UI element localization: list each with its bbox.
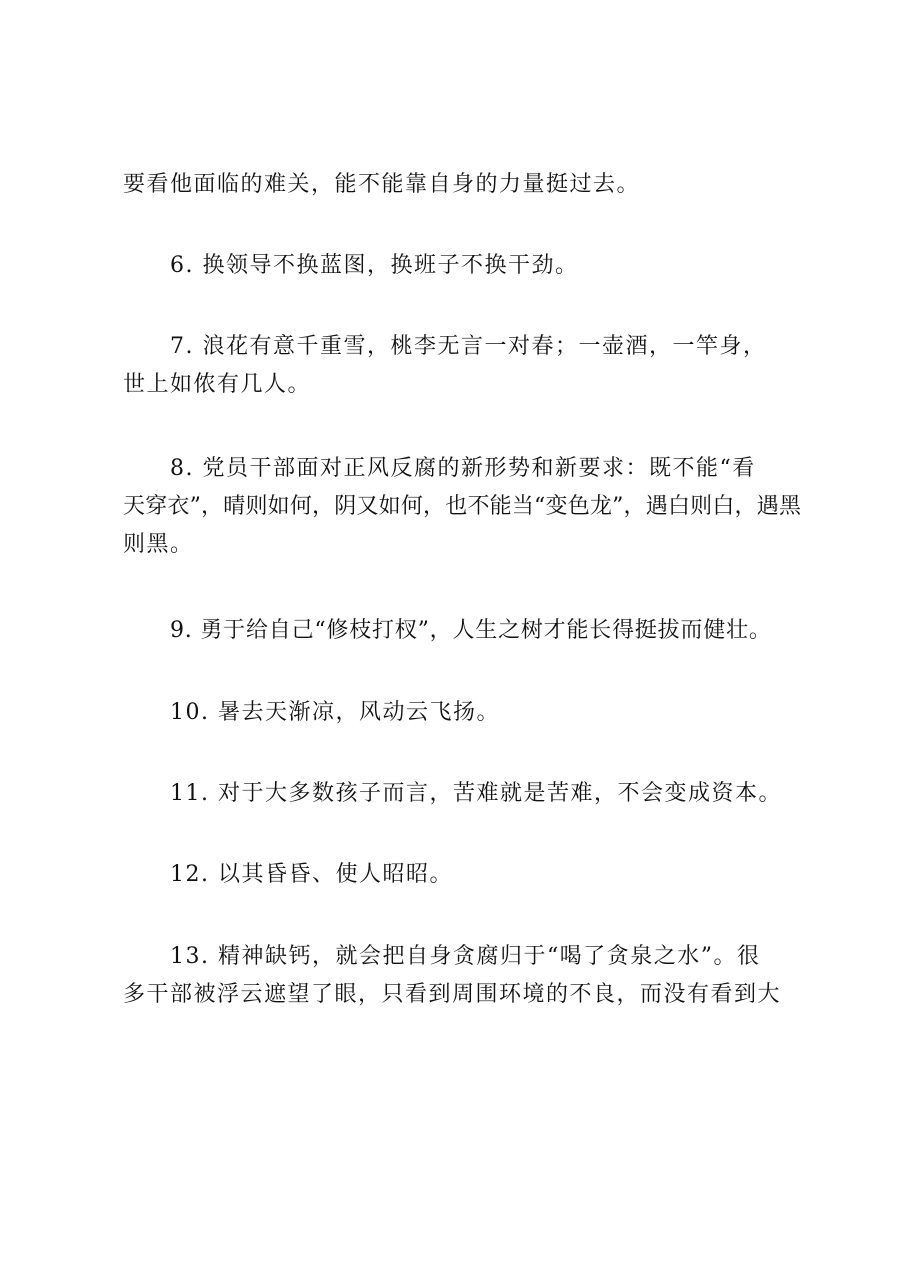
text-line: 10. 暑去天渐凉，风动云飞扬。 xyxy=(170,700,500,725)
paragraph-item-10 xyxy=(123,694,813,732)
text-line: 天穿衣”，晴则如何，阴又如何，也不能当“变色龙”，遇白则白，遇黑 xyxy=(123,494,802,519)
text-line: 12. 以其昏昏、使人昭昭。 xyxy=(170,862,453,887)
text-line: 7. 浪花有意千重雪，桃李无言一对春；一壶酒，一竿身， xyxy=(170,334,767,359)
paragraph-item-13 xyxy=(123,938,813,1014)
text-line: 要看他面临的难关，能不能靠自身的力量挺过去。 xyxy=(123,172,641,197)
text-line: 则黑。 xyxy=(123,532,194,557)
text-line: 8. 党员干部面对正风反腐的新形势和新要求：既不能“看 xyxy=(170,456,756,481)
text-line: 11. 对于大多数孩子而言，苦难就是苦难，不会变成资本。 xyxy=(170,781,782,806)
text-line: 9. 勇于给自己“修枝打杈”，人生之树才能长得挺拔而健壮。 xyxy=(170,618,772,643)
paragraph-item-6 xyxy=(123,247,813,285)
paragraph-item-9 xyxy=(123,612,813,650)
paragraph-item-12 xyxy=(123,856,813,894)
text-line: 6. 换领导不换蓝图，换班子不换干劲。 xyxy=(170,253,579,278)
paragraph-item-8 xyxy=(123,450,813,564)
text-line: 世上如侬有几人。 xyxy=(123,372,312,397)
paragraph-continuation xyxy=(123,166,813,204)
paragraph-item-7 xyxy=(123,328,813,404)
paragraph-item-11 xyxy=(123,775,813,813)
text-line: 多干部被浮云遮望了眼，只看到周围环境的不良，而没有看到大 xyxy=(123,982,782,1007)
text-line: 13. 精神缺钙，就会把自身贪腐归于“喝了贪泉之水”。很 xyxy=(170,944,761,969)
